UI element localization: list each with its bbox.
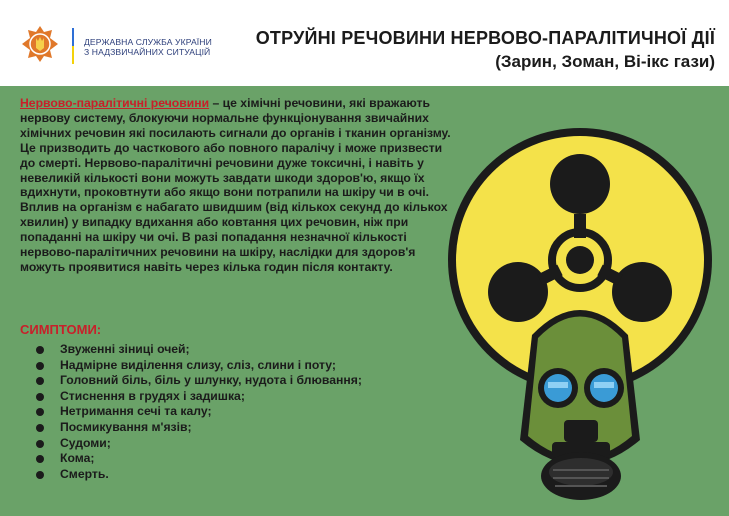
list-item: Надмірне виділення слизу, сліз, слини і поту; [36,358,362,374]
list-item: Звуженні зіниці очей; [36,342,362,358]
bullet-icon [36,362,44,370]
list-item: Судоми; [36,436,362,452]
org-line-2: З НАДЗВИЧАЙНИХ СИТУАЦІЙ [84,47,211,57]
symptom-list [36,342,362,482]
intro-paragraph [20,96,452,275]
page-subtitle: (Зарин, Зоман, Ві-ікс гази) [495,52,715,71]
intro-term: Нервово-паралітичні речовини [20,96,210,110]
flag-divider [72,28,74,64]
bullet-icon [36,471,44,479]
bullet-icon [36,440,44,448]
list-item: Головний біль, біль у шлунку, нудота і блювання; [36,373,362,389]
hazard-illustration [440,120,729,516]
bullet-icon [36,424,44,432]
organization-name [84,37,212,57]
bullet-icon [36,393,44,401]
symptoms-heading: СИМПТОМИ: [20,322,102,337]
bullet-icon [36,346,44,354]
list-item: Кома; [36,451,362,467]
list-item: Нетримання сечі та калу; [36,404,362,420]
org-line-1: ДЕРЖАВНА СЛУЖБА УКРАЇНИ [84,37,212,47]
bullet-icon [36,377,44,385]
bullet-icon [36,455,44,463]
bullet-icon [36,408,44,416]
list-item: Посмикування м'язів; [36,420,362,436]
list-item: Смерть. [36,467,362,483]
header [0,0,729,86]
intro-text: – це хімічні речовини, які вражають нервову систему, блокуючи нормальне функціонування звичайних хімічних речовин які посилають сигнали до органів і тканин організму. Це призводить до часткового або повного паралічу і може призвести до смерті. Нервово-паралітичні речовини дуже токсичні, і навіть у невеликій кількості вони можуть завдати шкоди здоров'ю, якщо їх вдихнути, проковтнути або якщо вони потрапили на шкіру чи в очі. Вплив на організм є набагато швидшим (від кількох секунд до кількох хвилин) у випадку вдихання або ковтання цих речовин, ніж при попаданні на шкіру чи очі. В разі попадання незначної кількості нервово-паралітичних речовини на шкіру, наслідки для здоров'я можуть проявитися навіть через кілька годин після контакту. [20,96,451,274]
emblem-icon [20,24,60,64]
gas-mask-icon [520,310,640,500]
page-title: ОТРУЙНІ РЕЧОВИНИ НЕРВОВО-ПАРАЛІТИЧНОЇ ДІЇ [255,28,715,48]
list-item: Стиснення в грудях і задишка; [36,389,362,405]
